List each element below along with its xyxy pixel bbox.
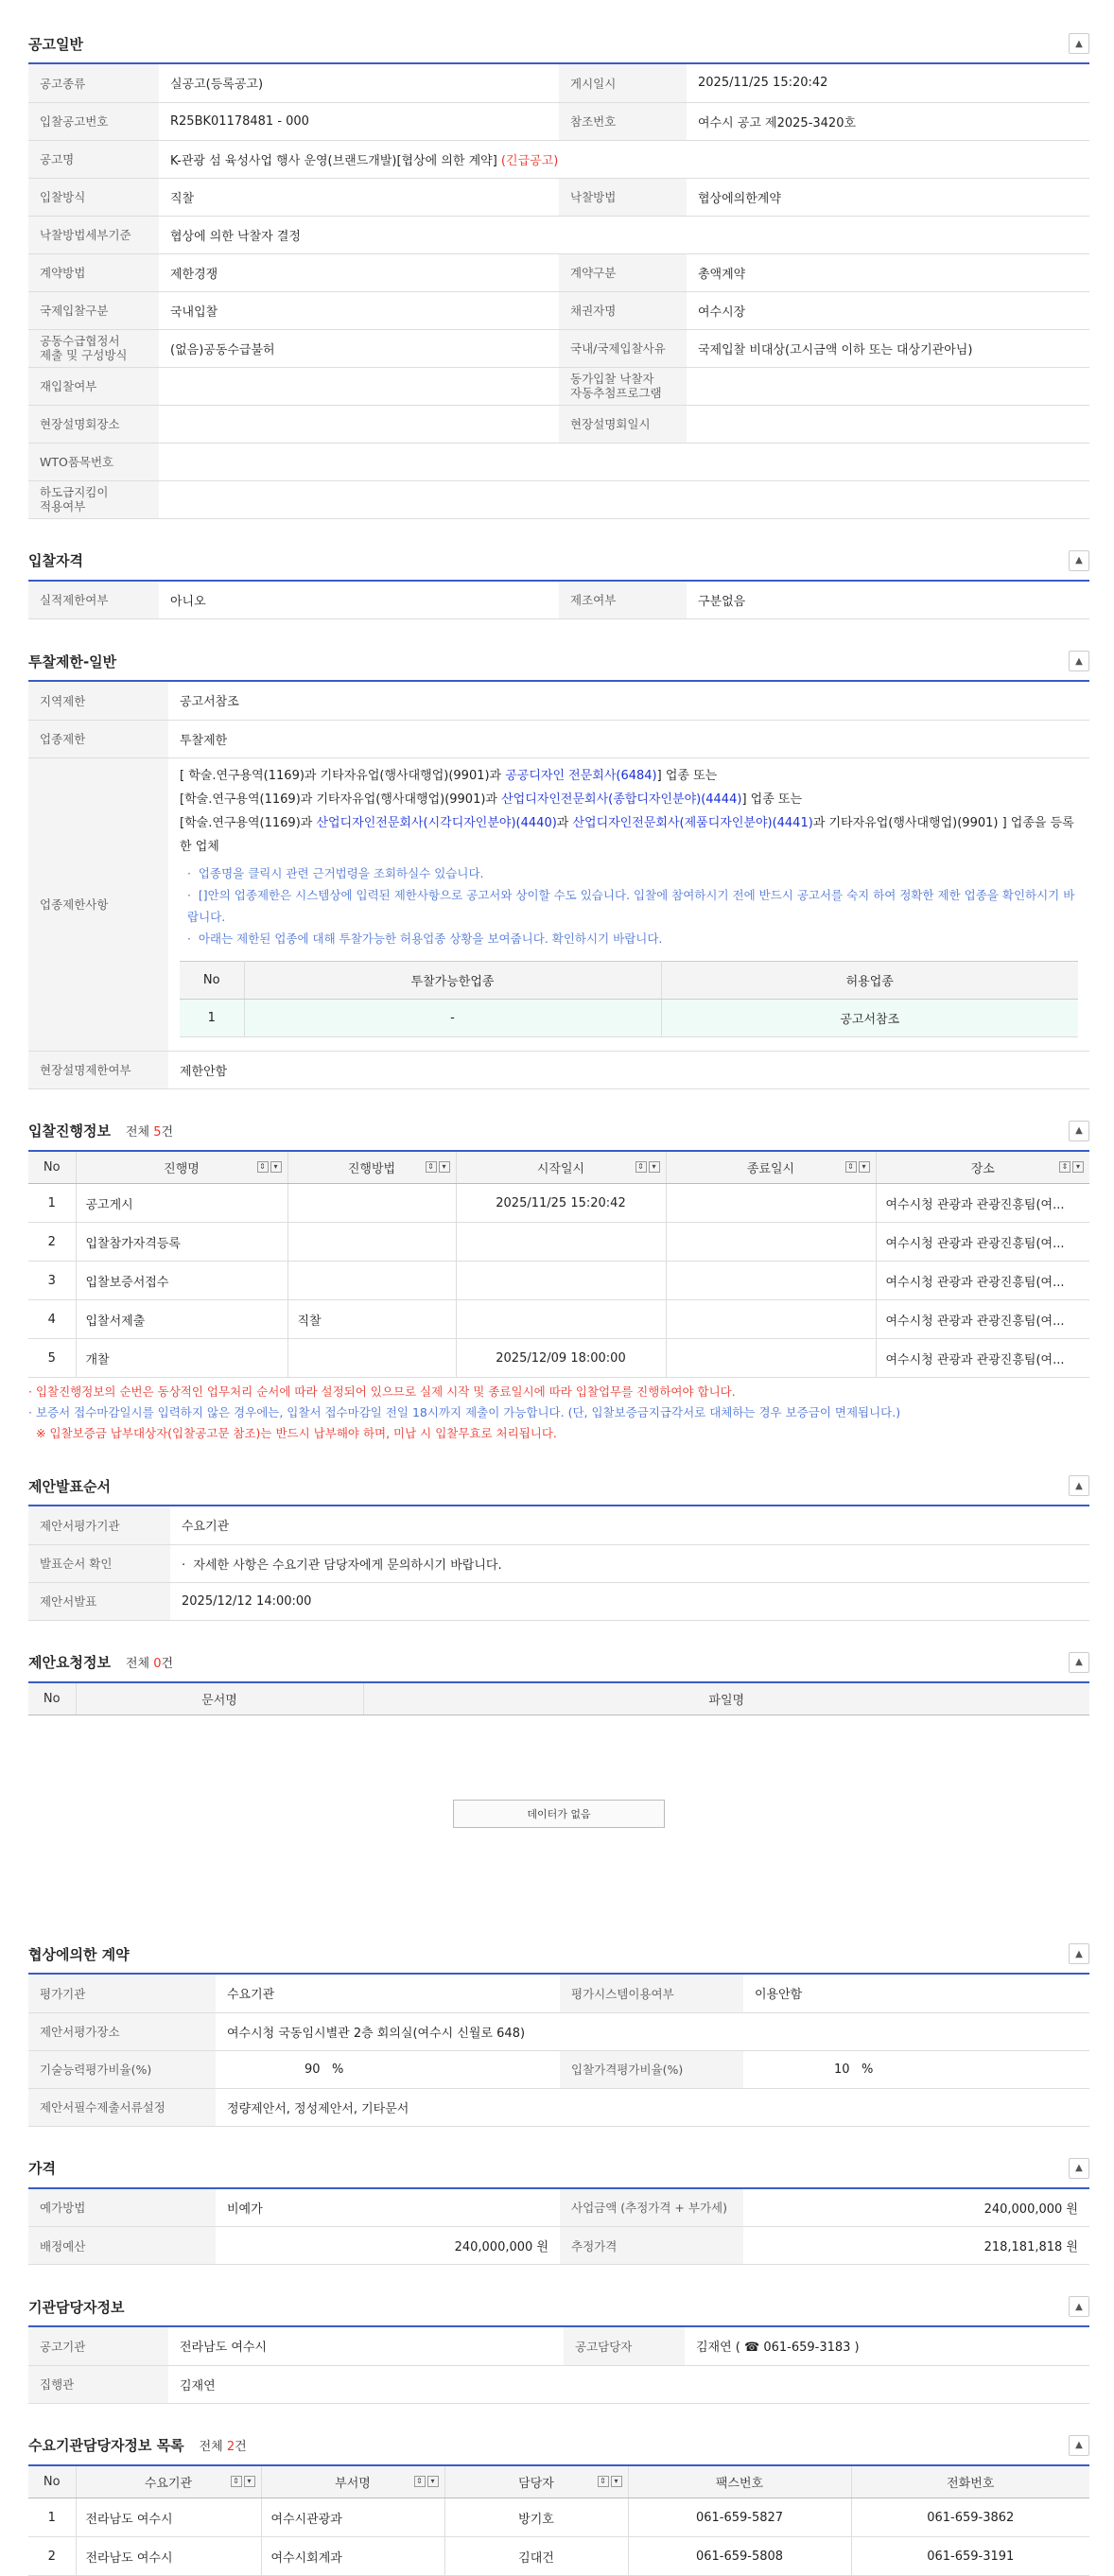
chevron-up-icon[interactable]: ▲ xyxy=(1069,1475,1089,1496)
chevron-up-icon[interactable]: ▲ xyxy=(1069,2296,1089,2317)
field-label: 참조번호 xyxy=(559,102,687,140)
field-label: 제안서평가기관 xyxy=(28,1506,170,1544)
field-label: 업종제한사항 xyxy=(28,757,168,1051)
chevron-up-icon[interactable]: ▲ xyxy=(1069,1943,1089,1964)
field-value: 공고서참조 xyxy=(168,682,1089,720)
field-label: 기술능력평가비율(%) xyxy=(28,2050,216,2088)
restriction-text: [학술.연구용역(1169)과 기타자유업(행사대행업)(9901)과 xyxy=(180,792,501,807)
field-label: 현장설명회일시 xyxy=(559,405,687,443)
sort-icon: ⇕ ▾ xyxy=(1059,1161,1084,1173)
field-value: 김재연 ( ☎ 061-659-3183 ) xyxy=(685,2327,1089,2365)
table-row[interactable]: 2 입찰참가자격등록 여수시청 관광과 관광진흥팀(여... xyxy=(28,1223,1089,1262)
field-label: 동가입찰 낙찰자 자동추첨프로그램 xyxy=(559,367,687,405)
chevron-up-icon[interactable]: ▲ xyxy=(1069,1121,1089,1141)
restriction-text: 과 xyxy=(557,816,573,830)
column-header-sortable[interactable]: 부서명 ⇕ ▾ xyxy=(261,2466,444,2498)
section-proposal-order xyxy=(28,1467,1089,1621)
note-bullet: · 업종명을 클릭시 관련 근거법령을 조회하실수 있습니다. xyxy=(180,862,1078,884)
field-value: 정량제안서, 정성제안서, 기타문서 xyxy=(216,2088,1089,2126)
section-title: 협상에의한 계약 xyxy=(28,1944,130,1964)
field-value: 이용안함 xyxy=(743,1975,1089,2012)
sort-icon: ⇕ ▾ xyxy=(257,1161,282,1173)
field-value: 240,000,000 원 xyxy=(743,2189,1089,2227)
field-value: 240,000,000 원 xyxy=(216,2227,560,2265)
sort-icon: ⇕ ▾ xyxy=(426,1161,450,1173)
section-title: 입찰진행정보 xyxy=(28,1121,111,1140)
field-label: 낙찰방법 xyxy=(559,178,687,216)
field-value xyxy=(159,367,559,405)
field-label: 발표순서 확인 xyxy=(28,1544,170,1582)
field-label: 국내/국제입찰사유 xyxy=(559,329,687,367)
section-title: 기관담당자정보 xyxy=(28,2297,124,2317)
column-header: No xyxy=(28,1683,76,1715)
industry-link[interactable]: 산업디자인전문회사(제품디자인분야)(4441) xyxy=(573,816,813,830)
field-value: R25BK01178481 - 000 xyxy=(159,102,559,140)
table-row[interactable]: 2 전라남도 여수시 여수시회계과 김대건 061-659-5808 061-659-3191 xyxy=(28,2537,1089,2576)
table-row[interactable]: 1 공고게시 2025/11/25 15:20:42 여수시청 관광과 관광진흥팀(여... xyxy=(28,1184,1089,1223)
field-label: 계약방법 xyxy=(28,253,159,291)
field-label: 게시일시 xyxy=(559,64,687,102)
field-value: 218,181,818 원 xyxy=(743,2227,1089,2265)
proposal-order-table xyxy=(28,1506,1089,1621)
field-value: 수요기관 xyxy=(170,1506,1089,1544)
price-table xyxy=(28,2189,1089,2266)
field-value: 제한안함 xyxy=(168,1051,1089,1088)
field-value: · 자세한 사항은 수요기관 담당자에게 문의하시기 바랍니다. xyxy=(170,1544,1089,1582)
column-header: 팩스번호 xyxy=(628,2466,851,2498)
chevron-up-icon[interactable]: ▲ xyxy=(1069,550,1089,571)
field-label: 평가기관 xyxy=(28,1975,216,2012)
progress-table xyxy=(28,1152,1089,1379)
section-negotiation xyxy=(28,1935,1089,2127)
industry-restriction-detail xyxy=(168,757,1089,1051)
field-value: 총액계약 xyxy=(687,253,1089,291)
chevron-up-icon[interactable]: ▲ xyxy=(1069,2435,1089,2456)
column-header-sortable[interactable]: 장소 ⇕ ▾ xyxy=(876,1152,1089,1184)
field-value: 협상에의한계약 xyxy=(687,178,1089,216)
field-label: 공고기관 xyxy=(28,2327,168,2365)
section-qualification xyxy=(28,542,1089,620)
field-label: 국제입찰구분 xyxy=(28,291,159,329)
proposal-request-table xyxy=(28,1683,1089,1716)
qualification-table xyxy=(28,582,1089,620)
section-price xyxy=(28,2150,1089,2266)
restriction-text: ] 업종 또는 xyxy=(741,792,802,807)
section-agency xyxy=(28,2288,1089,2404)
column-header: No xyxy=(28,1152,76,1184)
note-text: 아래는 제한된 업종에 대해 투찰가능한 허용업종 상황을 보여줍니다. 확인하시기 바랍니다. xyxy=(199,931,662,946)
field-label: 공고담당자 xyxy=(564,2327,685,2365)
field-label: 업종제한 xyxy=(28,720,168,757)
field-label: 하도급지킴이 적용여부 xyxy=(28,480,159,518)
section-title: 입찰자격 xyxy=(28,550,83,570)
field-label: 집행관 xyxy=(28,2365,168,2403)
restriction-text: 과 기타자유업(행사대행업)(9901) ] 업종을 등록한 업체 xyxy=(180,816,1074,854)
field-value: 90 % xyxy=(216,2050,560,2088)
field-label: 제안서필수제출서류설정 xyxy=(28,2088,216,2126)
sort-icon: ⇕ ▾ xyxy=(635,1161,660,1173)
industry-link[interactable]: 산업디자인전문회사(시각디자인분야)(4440) xyxy=(316,816,556,830)
table-cell: - xyxy=(244,999,661,1036)
column-header-sortable[interactable]: 종료일시 ⇕ ▾ xyxy=(666,1152,876,1184)
field-value xyxy=(687,405,1089,443)
column-header: 투찰가능한업종 xyxy=(244,961,661,999)
total-count: 전체 0건 xyxy=(126,1653,173,1671)
table-row[interactable]: 5 개찰 2025/12/09 18:00:00 여수시청 관광과 관광진흥팀(여... xyxy=(28,1339,1089,1378)
section-restriction xyxy=(28,642,1089,1089)
column-header-sortable[interactable]: 진행명 ⇕ ▾ xyxy=(76,1152,287,1184)
section-title: 가격 xyxy=(28,2158,56,2178)
table-cell: 1 xyxy=(180,999,244,1036)
empty-state xyxy=(28,1715,1089,1912)
note-text: []안의 업종제한은 시스템상에 입력된 제한사항으로 공고서와 상이할 수도 있습니다. 입찰에 참여하시기 전에 반드시 공고서를 숙지 하여 정확한 제한 업종을 확인하시기 바랍니다. xyxy=(187,888,1074,924)
field-value: 협상에 의한 낙찰자 결정 xyxy=(159,216,1089,253)
field-label: 재입찰여부 xyxy=(28,367,159,405)
field-label: 평가시스템이용여부 xyxy=(560,1975,743,2012)
column-header: No xyxy=(28,2466,76,2498)
column-header: 허용업종 xyxy=(661,961,1078,999)
sort-icon: ⇕ ▾ xyxy=(845,1161,870,1173)
section-title: 공고일반 xyxy=(28,34,83,54)
field-label: 배정예산 xyxy=(28,2227,216,2265)
field-label: WTO품목번호 xyxy=(28,443,159,480)
field-label: 계약구분 xyxy=(559,253,687,291)
field-value xyxy=(159,443,1089,480)
industry-link[interactable]: 산업디자인전문회사(종합디자인분야)(4444) xyxy=(501,792,741,807)
field-label: 제안서발표 xyxy=(28,1582,170,1620)
field-label: 입찰가격평가비율(%) xyxy=(560,2050,743,2088)
urgent-badge: (긴급공고) xyxy=(501,154,558,168)
section-title: 수요기관담당자정보 목록 xyxy=(28,2435,184,2455)
field-value: 직찰 xyxy=(159,178,559,216)
field-value: 여수시장 xyxy=(687,291,1089,329)
note-text: · 보증서 접수마감일시를 입력하지 않은 경우에는, 입찰서 접수마감일 전일 18시까지 제출이 가능합니다. (단, 입찰보증금지급각서로 대체하는 경우 보증금이 면제됩니다.) xyxy=(28,1402,1089,1423)
field-value: 10 % xyxy=(743,2050,1089,2088)
section-title: 투찰제한-일반 xyxy=(28,652,116,671)
restriction-text: [학술.연구용역(1169)과 xyxy=(180,816,316,830)
section-title: 제안요청정보 xyxy=(28,1652,111,1672)
field-value: 국내입찰 xyxy=(159,291,559,329)
note-text: 업종명을 클릭시 관련 근거법령을 조회하실수 있습니다. xyxy=(199,866,484,880)
field-label: 사업금액 (추정가격 + 부가세) xyxy=(560,2189,743,2227)
field-value: 김재연 xyxy=(168,2365,1089,2403)
note-bullet: · 아래는 제한된 업종에 대해 투찰가능한 허용업종 상황을 보여줍니다. 확인하시기 바랍니다. xyxy=(180,928,1078,949)
field-value: 실공고(등록공고) xyxy=(159,64,559,102)
sort-icon: ⇕ ▾ xyxy=(231,2476,255,2487)
table-row[interactable]: 3 입찰보증서접수 여수시청 관광과 관광진흥팀(여... xyxy=(28,1262,1089,1300)
section-progress xyxy=(28,1112,1089,1445)
column-header-sortable[interactable]: 담당자 ⇕ ▾ xyxy=(444,2466,628,2498)
column-header-sortable[interactable]: 진행방법 ⇕ ▾ xyxy=(287,1152,456,1184)
field-value: 아니오 xyxy=(159,582,559,619)
restriction-table xyxy=(28,682,1089,1089)
chevron-up-icon[interactable]: ▲ xyxy=(1069,2158,1089,2179)
field-label: 추정가격 xyxy=(560,2227,743,2265)
field-value xyxy=(159,405,559,443)
field-label: 공고종류 xyxy=(28,64,159,102)
field-label: 제안서평가장소 xyxy=(28,2012,216,2050)
field-label: 제조여부 xyxy=(559,582,687,619)
notice-name xyxy=(159,140,1089,178)
field-label: 입찰방식 xyxy=(28,178,159,216)
field-value: 비예가 xyxy=(216,2189,560,2227)
field-label: 공동수급협정서 제출 및 구성방식 xyxy=(28,329,159,367)
field-value: 제한경쟁 xyxy=(159,253,559,291)
chevron-up-icon[interactable]: ▲ xyxy=(1069,1652,1089,1673)
note-text: ※ 입찰보증금 납부대상자(입찰공고문 참조)는 반드시 납부해야 하며, 미납 시 입찰무효로 처리됩니다. xyxy=(28,1423,1089,1444)
field-label: 예가방법 xyxy=(28,2189,216,2227)
field-value: 전라남도 여수시 xyxy=(168,2327,564,2365)
section-title: 제안발표순서 xyxy=(28,1476,111,1496)
total-count: 전체 2건 xyxy=(200,2436,247,2454)
chevron-up-icon[interactable]: ▲ xyxy=(1069,651,1089,671)
field-value: 국제입찰 비대상(고시금액 이하 또는 대상기관아님) xyxy=(687,329,1089,367)
field-value: 투찰제한 xyxy=(168,720,1089,757)
column-header: 파일명 xyxy=(363,1683,1089,1715)
field-label: 지역제한 xyxy=(28,682,168,720)
general-table xyxy=(28,64,1089,519)
field-label: 채권자명 xyxy=(559,291,687,329)
table-row[interactable]: 1 전라남도 여수시 여수시관광과 방기호 061-659-5827 061-659-3862 xyxy=(28,2498,1089,2537)
no-data-message: 데이터가 없음 xyxy=(453,1800,665,1828)
agency-table xyxy=(28,2327,1089,2404)
demand-table xyxy=(28,2466,1089,2576)
field-value xyxy=(687,367,1089,405)
allowed-industry-table xyxy=(180,961,1078,1037)
table-cell: 공고서참조 xyxy=(661,999,1078,1036)
column-header: 전화번호 xyxy=(851,2466,1089,2498)
restriction-text: [ 학술.연구용역(1169)과 기타자유업(행사대행업)(9901)과 xyxy=(180,769,505,783)
field-value: 2025/11/25 15:20:42 xyxy=(687,64,1089,102)
negotiation-table xyxy=(28,1975,1089,2127)
field-value: 여수시청 국동임시별관 2층 회의실(여수시 신월로 648) xyxy=(216,2012,1089,2050)
industry-link[interactable]: 공공디자인 전문회사(6484) xyxy=(505,769,656,783)
section-demand xyxy=(28,2427,1089,2576)
field-value: (없음)공동수급불허 xyxy=(159,329,559,367)
column-header-sortable[interactable]: 시작일시 ⇕ ▾ xyxy=(456,1152,666,1184)
table-row[interactable]: 4 입찰서제출 직찰 여수시청 관광과 관광진흥팀(여... xyxy=(28,1300,1089,1339)
field-value: 여수시 공고 제2025-3420호 xyxy=(687,102,1089,140)
column-header: 문서명 xyxy=(76,1683,363,1715)
field-label: 현장설명제한여부 xyxy=(28,1051,168,1088)
field-label: 낙찰방법세부기준 xyxy=(28,216,159,253)
section-general xyxy=(28,25,1089,519)
note-bullet: · []안의 업종제한은 시스템상에 입력된 제한사항으로 공고서와 상이할 수도 있습니다. 입찰에 참여하시기 전에 반드시 공고서를 숙지 하여 정확한 제한 업종을 확인하시기 바랍니다. xyxy=(180,884,1078,928)
field-value: 2025/12/12 14:00:00 xyxy=(170,1582,1089,1620)
section-proposal-request xyxy=(28,1644,1089,1913)
field-value xyxy=(159,480,1089,518)
field-value: 구분없음 xyxy=(687,582,1089,619)
progress-notes xyxy=(28,1378,1089,1444)
restriction-text: ] 업종 또는 xyxy=(657,769,718,783)
notice-name-text: K-관광 섬 육성사업 행사 운영(브랜드개발)[협상에 의한 계약] xyxy=(170,154,497,168)
field-label: 입찰공고번호 xyxy=(28,102,159,140)
chevron-up-icon[interactable]: ▲ xyxy=(1069,33,1089,54)
sort-icon: ⇕ ▾ xyxy=(598,2476,622,2487)
field-label: 실적제한여부 xyxy=(28,582,159,619)
sort-icon: ⇕ ▾ xyxy=(414,2476,439,2487)
column-header-sortable[interactable]: 수요기관 ⇕ ▾ xyxy=(76,2466,261,2498)
field-value: 수요기관 xyxy=(216,1975,560,2012)
column-header: No xyxy=(180,961,244,999)
field-label: 현장설명회장소 xyxy=(28,405,159,443)
note-text: · 입찰진행정보의 순번은 동상적인 업무처리 순서에 따라 설정되어 있으므로 실제 시작 및 종료일시에 따라 입찰업무를 진행하여야 합니다. xyxy=(28,1382,1089,1402)
field-label: 공고명 xyxy=(28,140,159,178)
total-count: 전체 5건 xyxy=(126,1122,173,1140)
